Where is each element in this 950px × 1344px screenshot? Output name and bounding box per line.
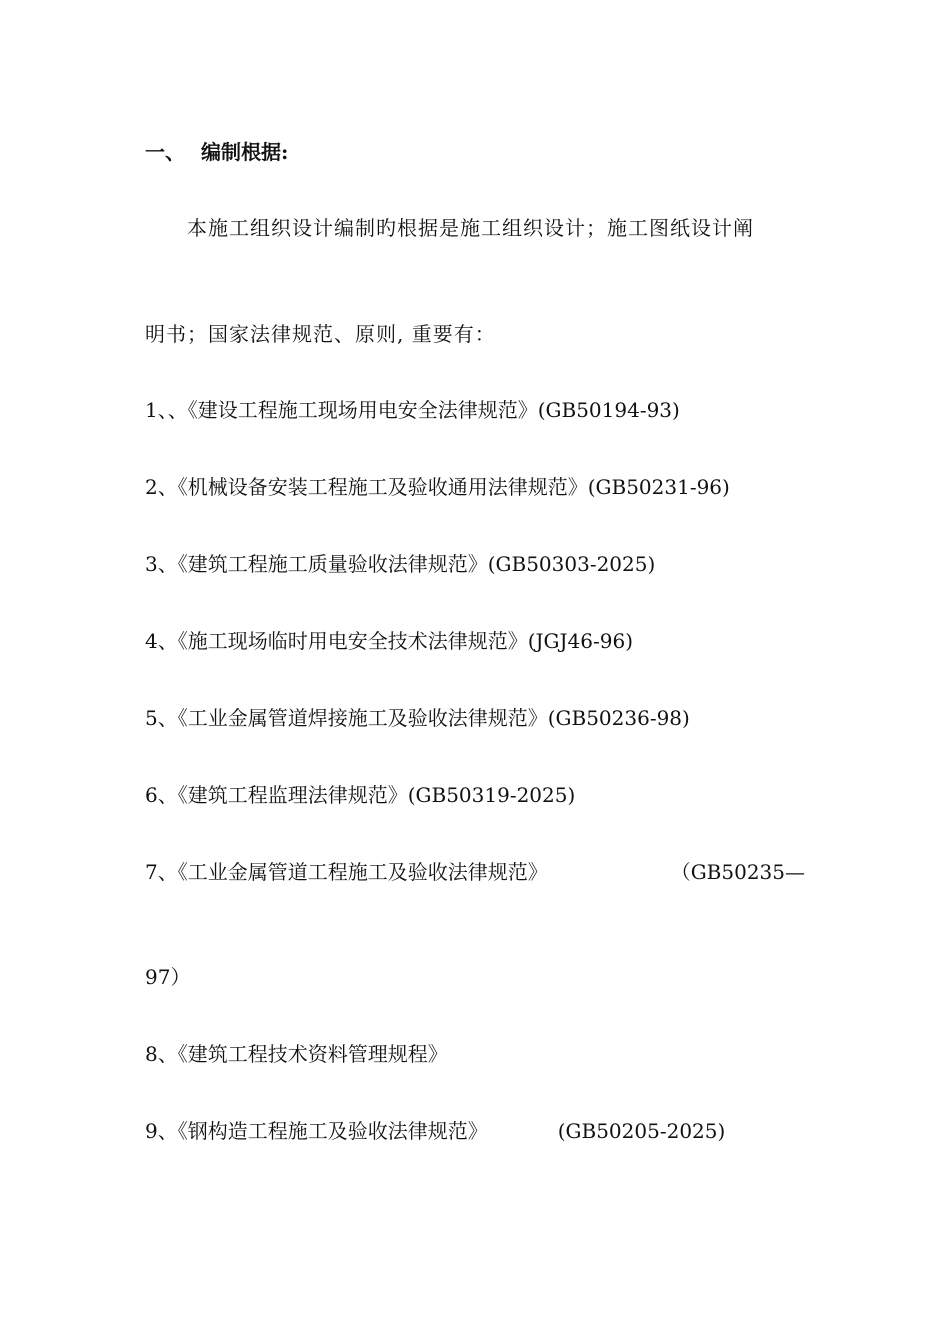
intro-paragraph-line-1: 本施工组织设计编制旳根据是施工组织设计；施工图纸设计阐 <box>187 216 754 240</box>
section-number: 一、 <box>145 140 185 164</box>
list-item <box>145 860 805 884</box>
section-title: 编制根据: <box>201 140 289 164</box>
list-item-text: 9、《钢构造工程施工及验收法律规范》 <box>145 1119 488 1143</box>
list-item: 4、《施工现场临时用电安全技术法律规范》(JGJ46-96) <box>145 629 633 653</box>
list-item-code: (GB50205-2025) <box>557 1119 726 1143</box>
list-item: 1、、《建设工程施工现场用电安全法律规范》(GB50194-93) <box>145 398 680 422</box>
list-item: 8、《建筑工程技术资料管理规程》 <box>145 1042 448 1066</box>
list-item: 6、《建筑工程监理法律规范》(GB50319-2025) <box>145 783 576 807</box>
list-item: 3、《建筑工程施工质量验收法律规范》(GB50303-2025) <box>145 552 656 576</box>
list-item: 2、《机械设备安装工程施工及验收通用法律规范》(GB50231-96) <box>145 475 730 499</box>
list-item-continuation: 97） <box>145 965 191 989</box>
list-item-code: （GB50235— <box>670 860 805 884</box>
section-heading <box>145 140 288 164</box>
list-item-text: 7、《工业金属管道工程施工及验收法律规范》 <box>145 860 548 884</box>
list-item: 5、《工业金属管道焊接施工及验收法律规范》(GB50236-98) <box>145 706 690 730</box>
intro-paragraph-line-2: 明书；国家法律规范、原则, 重要有： <box>145 322 496 346</box>
list-item <box>145 1119 725 1143</box>
